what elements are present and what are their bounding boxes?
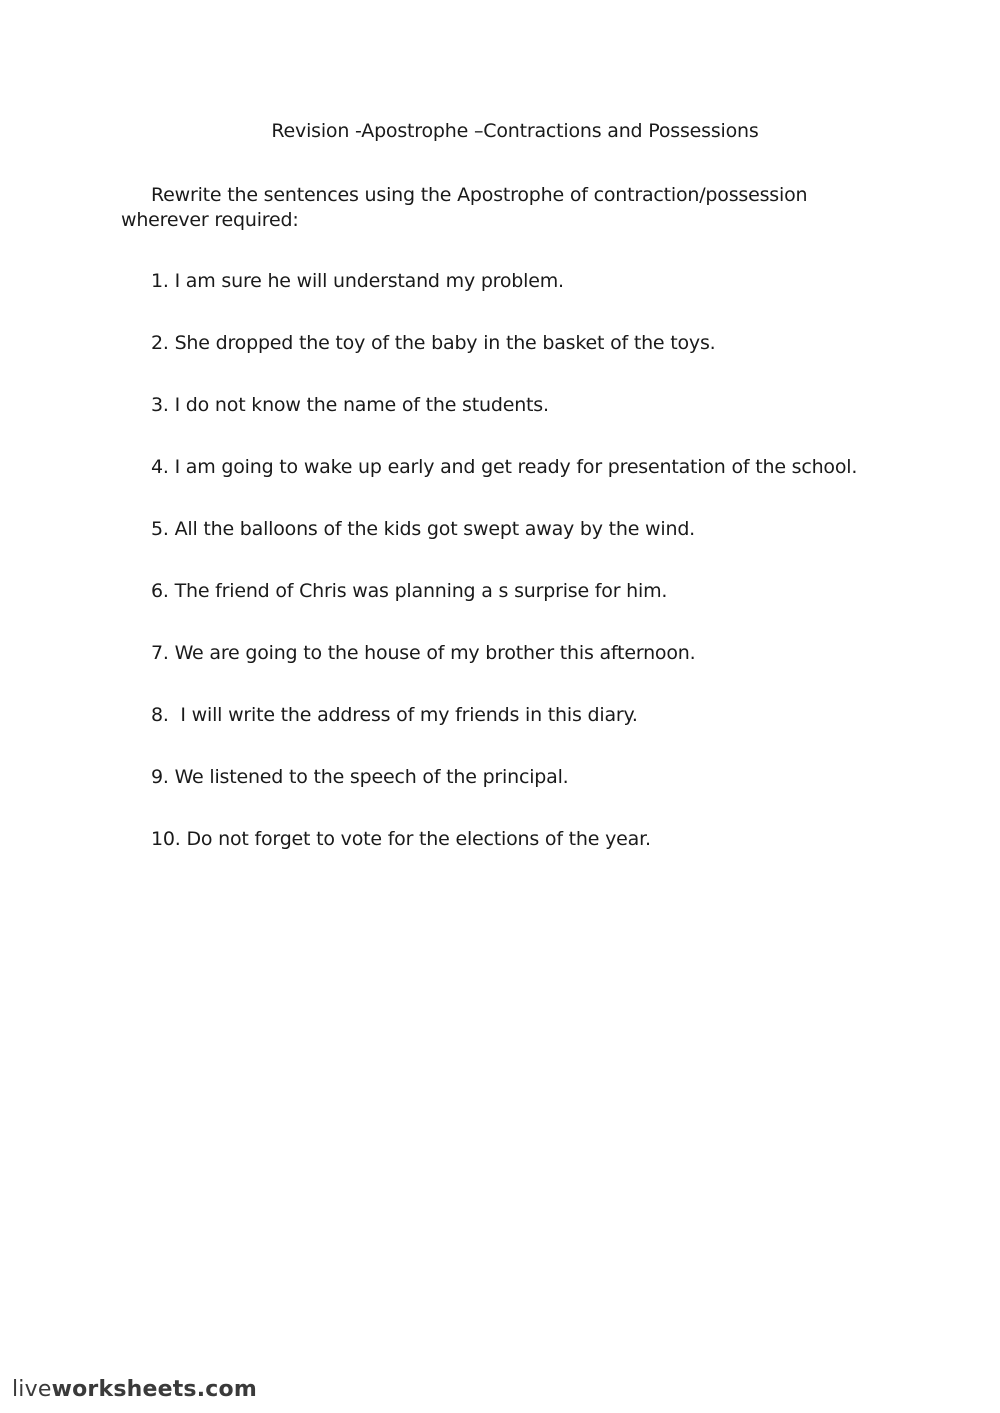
question-7: 7. We are going to the house of my brother this afternoon. — [151, 642, 696, 664]
question-3: 3. I do not know the name of the students. — [151, 394, 549, 416]
question-6: 6. The friend of Chris was planning a s surprise for him. — [151, 580, 668, 602]
logo-light-text: live — [12, 1377, 52, 1402]
page-title: Revision -Apostrophe –Contractions and Possessions — [271, 120, 759, 142]
logo-suffix-text: .com — [196, 1377, 257, 1402]
logo-bold-text: worksheets — [51, 1377, 197, 1402]
question-list — [151, 269, 857, 889]
question-1: 1. I am sure he will understand my problem. — [151, 270, 564, 292]
liveworksheets-logo[interactable] — [12, 1377, 257, 1402]
instructions: Rewrite the sentences using the Apostrophe of contraction/possession wherever required: — [121, 184, 808, 231]
question-2: 2. She dropped the toy of the baby in the basket of the toys. — [151, 332, 716, 354]
question-4: 4. I am going to wake up early and get ready for presentation of the school. — [151, 456, 858, 478]
question-5: 5. All the balloons of the kids got swept away by the wind. — [151, 518, 696, 540]
question-8: 8. I will write the address of my friends in this diary. — [151, 704, 638, 726]
question-10: 10. Do not forget to vote for the elections of the year. — [151, 828, 651, 850]
question-9: 9. We listened to the speech of the principal. — [151, 766, 569, 788]
